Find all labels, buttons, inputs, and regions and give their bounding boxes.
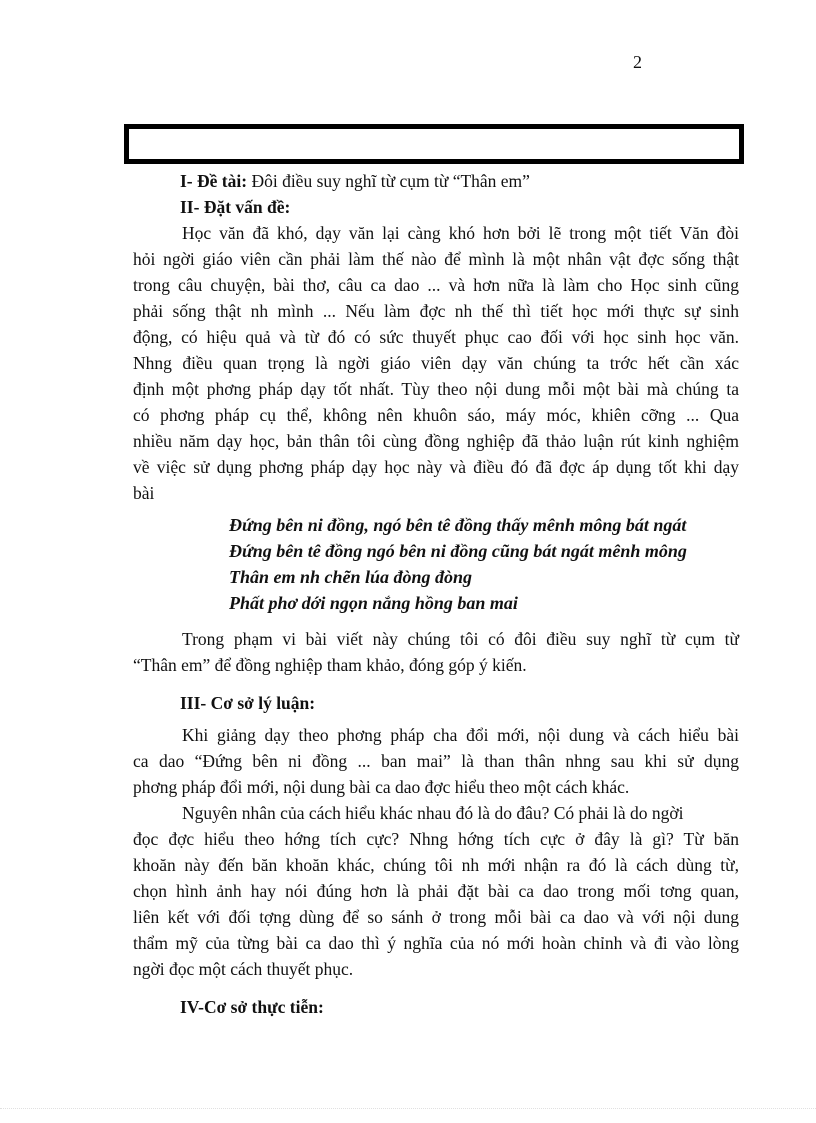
text-line: ngời đọc một cách thuyết phục. xyxy=(133,959,354,979)
topic-line xyxy=(133,168,739,194)
text-line: hỏi ngời giáo viên cần phải làm thế nào để mình là một nhân vật đợc sống thật xyxy=(133,249,739,269)
scope-paragraph xyxy=(133,626,739,678)
theory-paragraph-1 xyxy=(133,722,739,800)
section-heading-theory: III- Cơ sở lý luận: xyxy=(180,693,316,713)
text-line: định một phơng pháp dạy tốt nhất. Tùy theo nội dung mỗi một bài mà chúng ta xyxy=(133,379,739,399)
text-line: phải sống thật nh mình ... Nếu làm đợc nh thế thì tiết học mới thực sự sinh xyxy=(133,301,739,321)
text-line: bài xyxy=(133,483,155,503)
verse-line: Đứng bên ni đồng, ngó bên tê đồng thấy mênh mông bát ngát xyxy=(229,515,687,535)
folk-verse xyxy=(133,512,739,616)
text-line: Khi giảng dạy theo phơng pháp cha đổi mới, nội dung và cách hiểu bài xyxy=(182,725,739,745)
document-body xyxy=(133,168,739,1020)
topic-text: Đôi điều suy nghĩ từ cụm từ “Thân em” xyxy=(247,171,530,191)
text-line: phơng pháp đổi mới, nội dung bài ca dao đợc hiểu theo một cách khác. xyxy=(133,777,630,797)
section-heading-practice: IV-Cơ sở thực tiễn: xyxy=(180,997,324,1017)
text-line: liên kết với đối tợng dùng để so sánh ở trong mỗi bài ca dao và với nội dung xyxy=(133,907,739,927)
text-line: ca dao “Đứng bên ni đồng ... ban mai” là than thân nhng sau khi sử dụng xyxy=(133,751,739,771)
theory-paragraph-2 xyxy=(133,800,739,982)
text-line: đọc đợc hiểu theo hớng tích cực? Nhng hớng tích cực ở đây là gì? Từ băn xyxy=(133,829,739,849)
header-box xyxy=(124,124,744,164)
verse-line: Thân em nh chẽn lúa đòng đòng xyxy=(229,567,473,587)
text-line: về việc sử dụng phơng pháp dạy học này và điều đó đã đợc áp dụng tốt khi dạy xyxy=(133,457,739,477)
page-bottom-rule xyxy=(0,1108,816,1109)
text-line: nhiều năm dạy học, bản thân tôi cùng đồng nghiệp đã thảo luận rút kinh nghiệm xyxy=(133,431,739,451)
text-line: Trong phạm vi bài viết này chúng tôi có đôi điều suy nghĩ từ cụm từ xyxy=(182,629,739,649)
text-line: trong câu chuyện, bài thơ, câu ca dao ... và hơn nữa là làm cho Học sinh cũng xyxy=(133,275,739,295)
text-line: có phơng pháp cụ thể, không nên khuôn sáo, máy móc, khiên cỡng ... Qua xyxy=(133,405,739,425)
problem-paragraph xyxy=(133,220,739,506)
text-line: thẩm mỹ của từng bài ca dao thì ý nghĩa của nó mới hoàn chỉnh và đi vào lòng xyxy=(133,933,739,953)
text-line: “Thân em” để đồng nghiệp tham khảo, đóng góp ý kiến. xyxy=(133,655,527,675)
text-line: Nhng điều quan trọng là ngời giáo viên dạy văn chúng ta trớc hết cần xác xyxy=(133,353,739,373)
section-heading-problem: II- Đặt vấn đề: xyxy=(180,197,291,217)
text-line: Học văn đã khó, dạy văn lại càng khó hơn bởi lẽ trong một tiết Văn đòi xyxy=(182,223,739,243)
verse-line: Đứng bên tê đồng ngó bên ni đồng cũng bát ngát mênh mông xyxy=(229,541,687,561)
page-number: 2 xyxy=(633,52,642,72)
text-line: chọn hình ảnh hay nói đúng hơn là phải đặt bài ca dao trong mối tơng quan, xyxy=(133,881,739,901)
text-line: động, có hiệu quả và từ đó có sức thuyết phục cao đối với học sinh học văn. xyxy=(133,327,739,347)
verse-line: Phất phơ dới ngọn nắng hồng ban mai xyxy=(229,593,518,613)
text-line: khoăn này đến băn khoăn khác, chúng tôi nh mới nhận ra đó là cách dùng từ, xyxy=(133,855,739,875)
text-line: Nguyên nhân của cách hiểu khác nhau đó là do đâu? Có phải là do ngời xyxy=(182,803,684,823)
topic-label: I- Đề tài: xyxy=(180,171,248,191)
